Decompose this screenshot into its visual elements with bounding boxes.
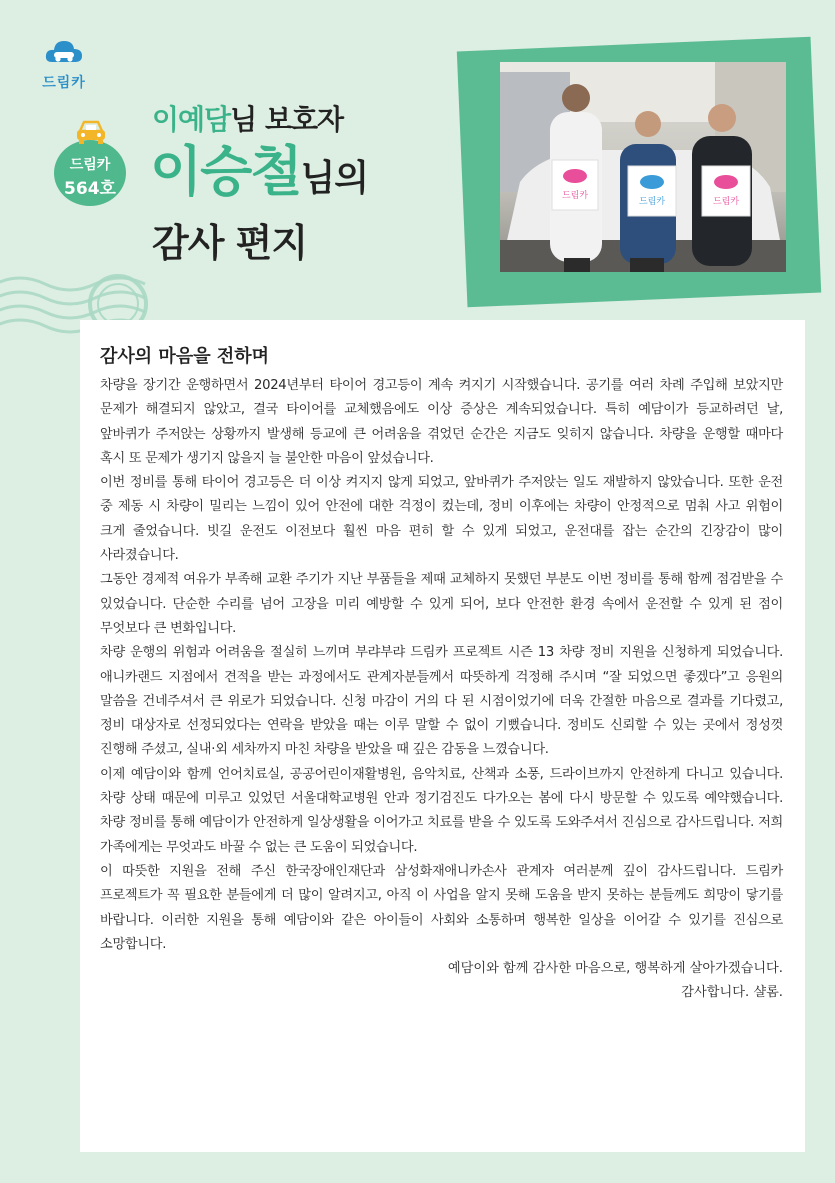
gift-box-3 [702, 166, 750, 216]
guardian-label: 님 보호자 [230, 103, 344, 136]
child-name: 이예담 [152, 103, 231, 136]
letter-card [80, 320, 805, 1152]
letter-paragraph: 차량 운행의 위험과 어려움을 절실히 느끼며 부랴부랴 드림카 프로젝트 시즌 13 차량 정비 지원을 신청하게 되었습니다. 애니카랜드 지점에서 견적을 받는 과정에서도 관계자분들께서 따뜻하게 걱정해 주시며 “잘 되었으면 좋겠다”고 응원의 말씀을 건네주셔서 큰 위로가 되었습니다. 신청 마감이 거의 다 된 시점이었기에 더욱 간절한 마음으로 결과를 기다렸고, 정비 대상자로 선정되었다는 연락을 받았을 때는 이루 말할 수 없이 기뻤습니다. 정비도 신뢰할 수 있는 곳에서 정성껏 진행해 주셨고, 실내·외 세차까지 마친 차량을 받았을 때 깊은 감동을 느꼈습니다. [100, 645, 783, 758]
letter-heading: 감사의 마음을 전하며 [100, 346, 270, 367]
cloud-car-logo-icon [44, 38, 84, 66]
writer-suffix: 님의 [300, 158, 369, 199]
gift-box-1 [552, 160, 598, 210]
headline-guardian [152, 98, 343, 138]
letter-paragraph: 차량을 장기간 운행하면서 2024년부터 타이어 경고등이 계속 켜지기 시작했습니다. 공기를 여러 차례 주입해 보았지만 문제가 해결되지 않았고, 결국 타이어를 교체했음에도 이상 증상은 계속되었습니다. 특히 예담이가 등교하려던 날, 앞바퀴가 주저앉는 상황까지 발생해 등교에 큰 어려움을 겪었던 순간은 지금도 잊히지 않습니다. 차량을 운행할 때마다 혹시 또 문제가 생기지 않을지 늘 불안한 마음이 앞섰습니다. [100, 378, 783, 466]
headline-writer [150, 140, 368, 211]
gift-box-label: 드림카 [638, 197, 666, 207]
gift-box-2 [628, 166, 676, 216]
letter-paragraph: 이 따뜻한 지원을 전해 주신 한국장애인재단과 삼성화재애니카손사 관계자 여러분께 깊이 감사드립니다. 드림카 프로젝트가 꼭 필요한 분들에게 더 많이 알려지고, 아직 이 사업을 알지 못해 도움을 받지 못하는 분들께도 희망이 닿기를 바랍니다. 이러한 지원을 통해 예담이와 같은 아이들이 사회와 소통하며 행복한 일상을 이어갈 수 있기를 진심으로 소망합니다. [100, 863, 783, 952]
gift-box-label: 드림카 [561, 191, 589, 201]
letter-paragraph: 이제 예담이와 함께 언어치료실, 공공어린이재활병원, 음악치료, 산책과 소풍, 드라이브까지 안전하게 다니고 있습니다. 차량 상태 때문에 미루고 있었던 서울대학교병원 안과 정기검진도 다가오는 봄에 다시 방문할 수 있도록 예약했습니다. 차량 정비를 통해 예담이가 안전하게 일상생활을 이어가고 치료를 받을 수 있도록 도와주셔서 진심으로 감사드립니다. 저희 가족에게는 무엇과도 바꿀 수 없는 큰 도움이 되었습니다. [100, 766, 783, 855]
group-photo [500, 62, 786, 272]
letter-paragraph: 그동안 경제적 여유가 부족해 교환 주기가 지난 부품들을 제때 교체하지 못했던 부분도 이번 정비를 통해 함께 점검받을 수 있었습니다. 단순한 수리를 넘어 고장을 미리 예방할 수 있게 되어, 보다 안전한 환경 속에서 운전할 수 있게 된 점이 무엇보다 큰 변화입니다. [100, 572, 783, 636]
letter-paragraph: 이번 정비를 통해 타이어 경고등은 더 이상 켜지지 않게 되었고, 앞바퀴가 주저앉는 일도 재발하지 않았습니다. 또한 운전 중 제동 시 차량이 밀리는 느낌이 있어 안전에 대한 걱정이 컸는데, 정비 이후에는 차량이 안정적으로 멈춰 사고 위험이 크게 줄었습니다. 빗길 운전도 이전보다 훨씬 마음 편히 할 수 있게 되었고, 운전대를 잡는 순간의 긴장감이 많이 사라졌습니다. [100, 475, 783, 564]
brand-logo [40, 38, 88, 92]
headline-letter-title: 감사 편지 [152, 221, 308, 265]
photo-illustration [500, 62, 786, 272]
dreamcar-number-badge [54, 140, 126, 206]
gift-box-label: 드림카 [712, 197, 740, 207]
writer-name: 이승철 [150, 140, 301, 203]
car-icon [74, 118, 108, 146]
badge-label: 드림카 [69, 157, 111, 173]
badge-number: 564호 [64, 179, 116, 199]
letter-closing: 예담이와 함께 감사한 마음으로, 행복하게 살아가겠습니다. [447, 961, 783, 977]
letter-signoff: 감사합니다. 샬롬. [681, 985, 783, 1001]
brand-logo-text: 드림카 [42, 75, 86, 91]
